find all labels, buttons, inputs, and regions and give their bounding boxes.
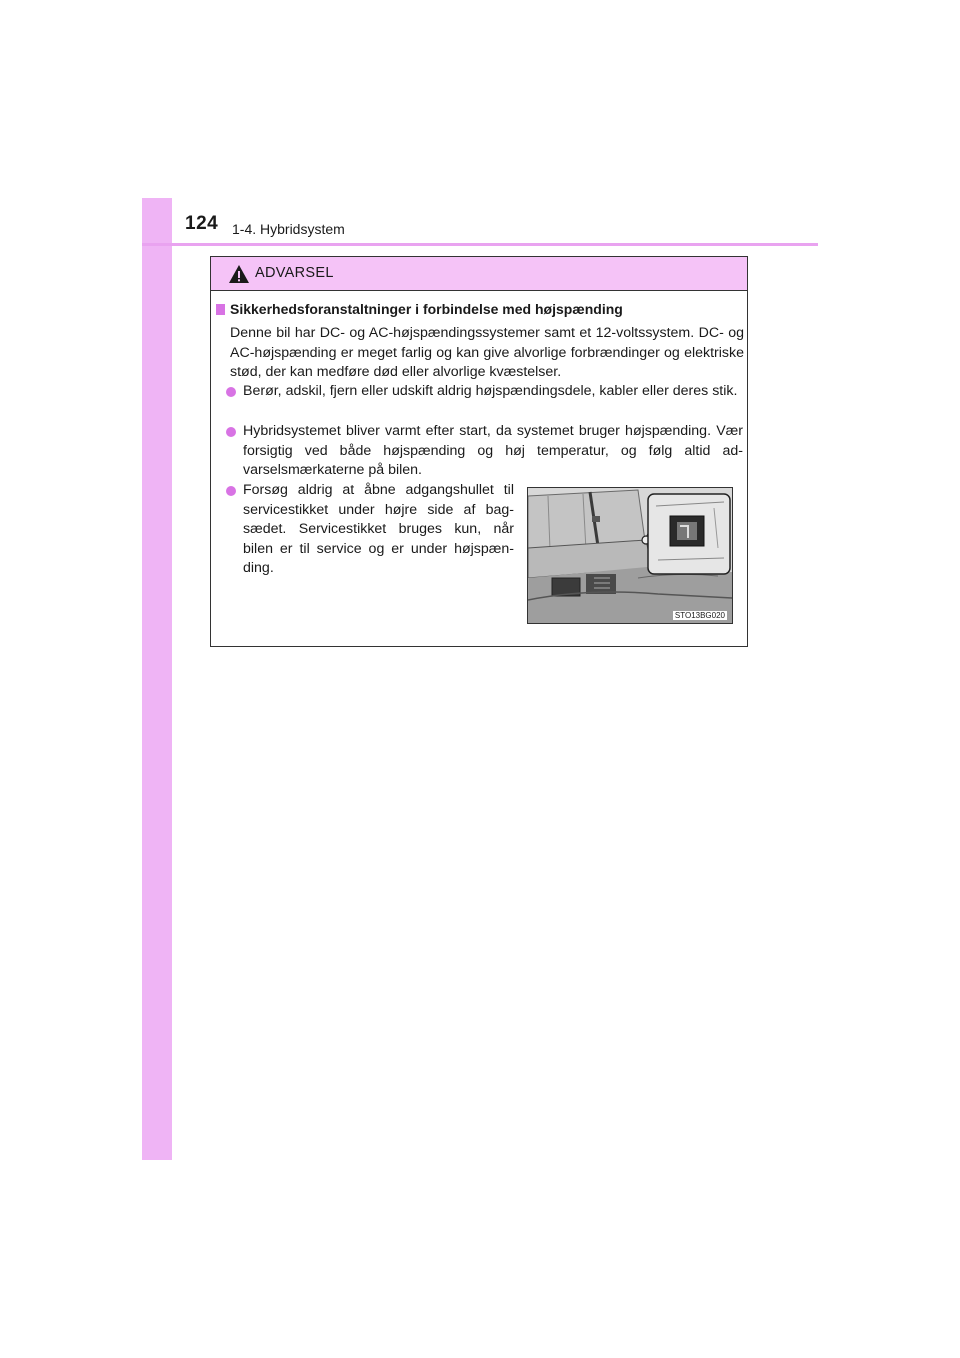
side-tab (142, 198, 172, 1160)
warning-box (210, 256, 748, 647)
heading-square-icon (216, 304, 225, 315)
bullet-2: Hybridsystemet bliver varmt efter start, da systemet bruger højspænding. Vær forsigtig ved både højspænding og høj temperatur, og følg altid ad-varselsmærkaterne på bilen. (243, 423, 743, 478)
bullet-dot-icon (226, 427, 236, 437)
warning-header (211, 257, 747, 291)
bullet-1: Berør, adskil, fjern eller udskift aldrig højspændingsdele, kabler eller deres stik. (243, 383, 738, 399)
bullet-dot-icon (226, 387, 236, 397)
warning-heading-text: Sikkerhedsforanstaltninger i forbindelse med højspænding (230, 301, 623, 317)
page-number: 124 (185, 213, 219, 234)
warning-intro: Denne bil har DC- og AC-højspændingssystemer samt et 12-voltssystem. DC- og AC-højspænding er meget farlig og kan give alvorlige forbrændinger og elektriske stød, der kan medføre død eller alvorlige kvæstelser. (230, 325, 744, 380)
image-code: STO13BG020 (674, 611, 725, 620)
warning-triangle-icon (228, 264, 250, 284)
warning-heading (216, 301, 623, 317)
bullet-dot-icon (226, 486, 236, 496)
warning-label: ADVARSEL (255, 265, 334, 281)
header-rule (142, 243, 818, 246)
service-plug-photo (527, 487, 733, 624)
bullet-3: Forsøg aldrig at åbne adgangshullet til servicestikket under højre side af bag-sædet. Servicestikket bruges kun, når bilen er til service og er under højspæn-ding. (243, 482, 514, 576)
rear-seat-illustration (528, 488, 732, 623)
section-title: 1-4. Hybridsystem (232, 221, 345, 237)
